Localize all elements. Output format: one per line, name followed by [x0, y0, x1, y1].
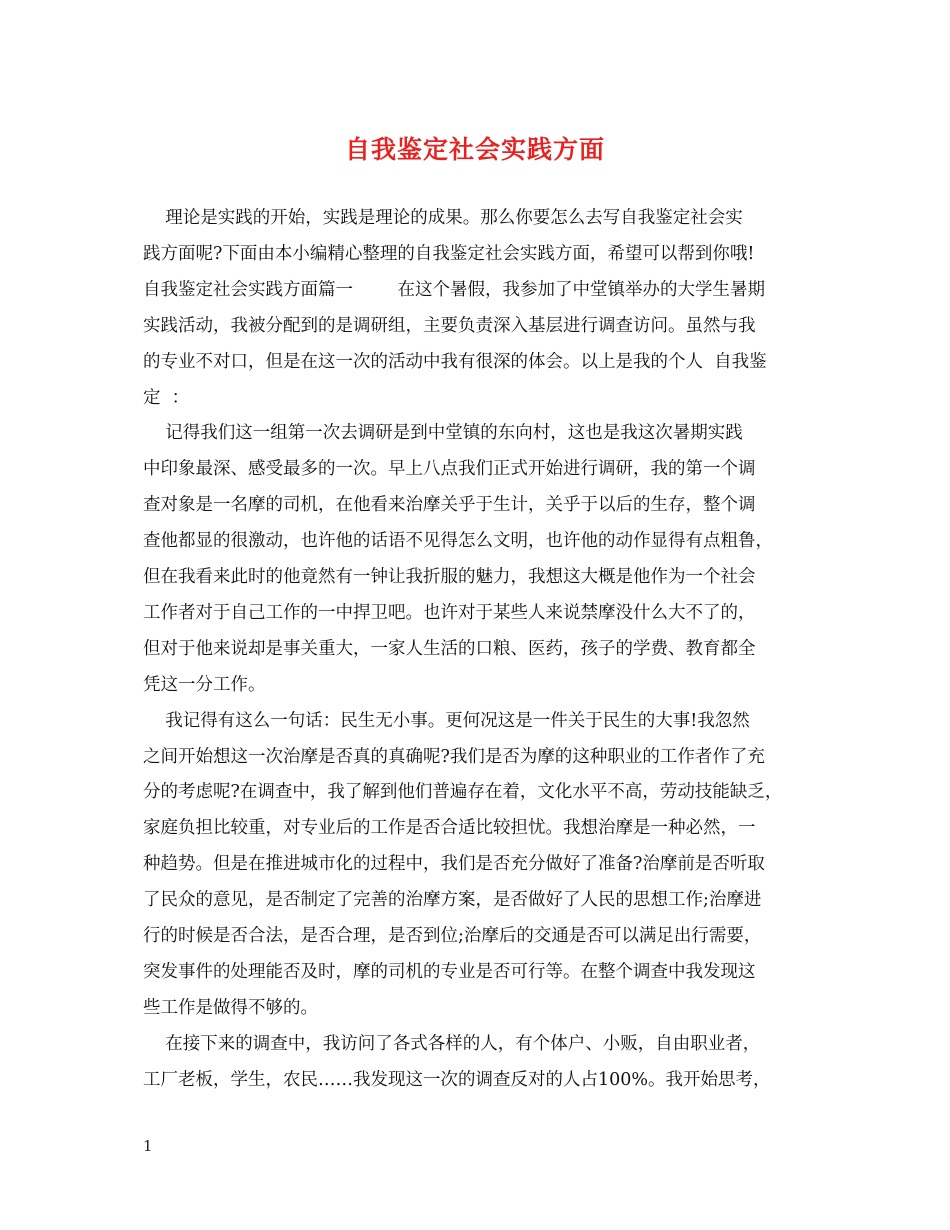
text-line: 记得我们这一组第一次去调研是到中堂镇的东向村，这也是我这次暑期实践	[143, 423, 743, 444]
text-line: 践方面呢?下面由本小编精心整理的自我鉴定社会实践方面，希望可以帮到你哦!	[143, 243, 755, 264]
text-line: 工作者对于自己工作的一中捍卫吧。也许对于某些人来说禁摩没什么大不了的，	[143, 602, 756, 623]
text-line: 我记得有这么一句话：民生无小事。更何况这是一件关于民生的大事!我忽然	[143, 710, 750, 731]
text-line: 之间开始想这一次治摩是否真的真确呢?我们是否为摩的这种职业的工作者作了充	[143, 746, 765, 767]
text-line: 行的时候是否合法，是否合理，是否到位;治摩后的交通是否可以满足出行需要，	[143, 926, 762, 946]
text-line: 但在我看来此时的他竟然有一钟让我折服的魅力，我想这大概是他作为一个社会	[143, 567, 756, 587]
text-line: 了民众的意见，是否制定了完善的治摩方案，是否做好了人民的思想工作;治摩进	[143, 890, 762, 911]
text-line: 查他都显的很激动，也许他的话语不见得怎么文明，也许他的动作显得有点粗鲁，	[143, 531, 773, 552]
text-line: 中印象最深、感受最多的一次。早上八点我们正式开始进行调研，我的第一个调	[143, 459, 756, 480]
text-line: 家庭负担比较重，对专业后的工作是否合适比较担忧。我想治摩是一种必然，一	[143, 818, 756, 839]
text-line: 工厂老板，学生，农民……我发现这一次的调查反对的人占100%。我开始思考，	[143, 1069, 771, 1090]
text-line: 理论是实践的开始，实践是理论的成果。那么你要怎么去写自我鉴定社会实	[143, 208, 743, 228]
page-number: 1	[143, 1137, 153, 1155]
text-line: 凭这一分工作。	[143, 674, 266, 695]
text-line: 实践活动，我被分配到的是调研组，主要负责深入基层进行调查访问。虽然与我	[143, 315, 756, 336]
text-line: 但对于他来说却是事关重大，一家人生活的口粮、医药，孩子的学费、教育都全	[143, 638, 756, 659]
text-line: 在接下来的调查中，我访问了各式各样的人，有个体户、小贩，自由职业者，	[143, 1033, 761, 1054]
document-title: 自我鉴定社会实践方面	[344, 135, 605, 164]
text-line: 分的考虑呢?在调查中，我了解到他们普遍存在着，文化水平不高，劳动技能缺乏，	[143, 782, 783, 803]
text-line: 自我鉴定社会实践方面篇一 在这个暑假，我参加了中堂镇举办的大学生暑期	[143, 279, 765, 300]
text-line: 查对象是一名摩的司机，在他看来治摩关乎于生计，关乎于以后的生存，整个调	[143, 495, 756, 516]
text-line: 的专业不对口，但是在这一次的活动中我有很深的体会。以上是我的个人 自我鉴	[143, 351, 767, 372]
text-line: 些工作是做得不够的。	[143, 997, 318, 1018]
text-line: 定 ：	[143, 387, 190, 408]
text-line: 突发事件的处理能否及时，摩的司机的专业是否可行等。在整个调查中我发现这	[143, 961, 756, 982]
text-line: 种趋势。但是在推进城市化的过程中，我们是否充分做好了准备?治摩前是否听取	[143, 854, 765, 875]
